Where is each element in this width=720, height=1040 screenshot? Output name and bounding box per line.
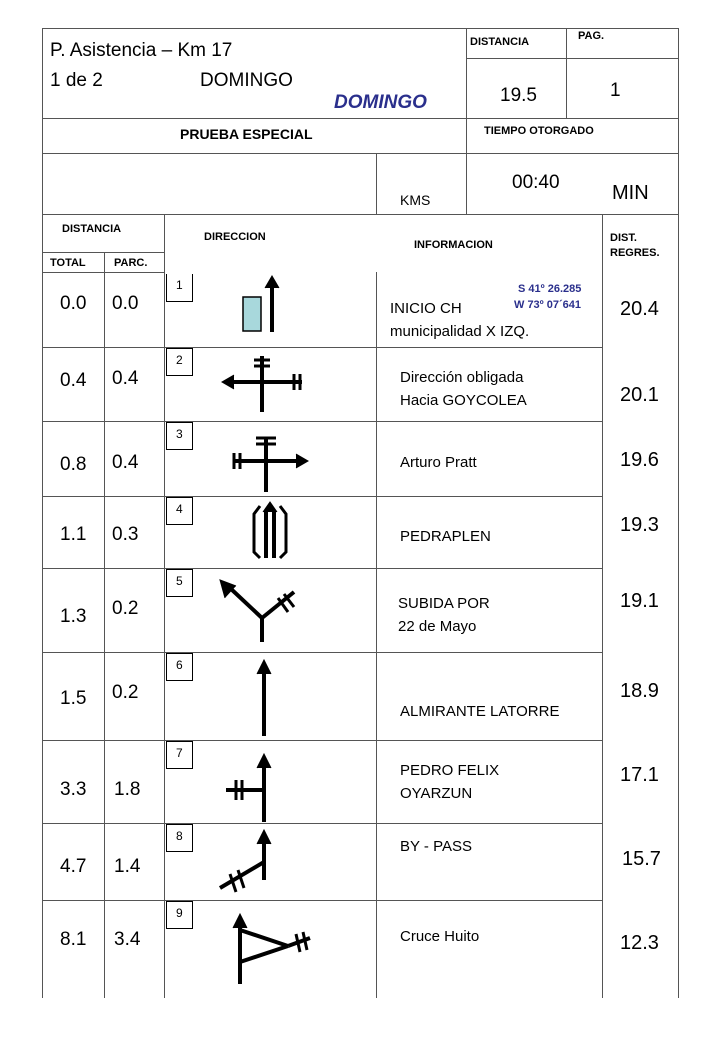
info-line1: Dirección obligada <box>400 369 524 386</box>
header-mid-line <box>42 118 678 119</box>
frame-left <box>42 28 43 998</box>
page-label: PAG. <box>578 30 605 42</box>
distance-value: 19.5 <box>500 85 537 106</box>
distancia-sub-line <box>42 252 164 253</box>
info-line1: ALMIRANTE LATORRE <box>400 703 560 720</box>
direction-divider <box>376 272 377 998</box>
regres-distance: 19.6 <box>620 449 659 471</box>
page-value: 1 <box>610 80 621 101</box>
title-line2-left: 1 de 2 <box>50 70 103 91</box>
total-distance: 3.3 <box>60 779 87 800</box>
partial-distance: 3.4 <box>114 929 141 950</box>
info-line1: INICIO CH <box>390 300 462 317</box>
row-separator <box>42 496 602 497</box>
total-distance: 1.3 <box>60 606 87 627</box>
info-line1: PEDRAPLEN <box>400 528 491 545</box>
coordinate-lon: W 73º 07´641 <box>514 299 581 311</box>
straight-icon <box>246 656 286 738</box>
total-distance: 8.1 <box>60 929 87 950</box>
columns-line <box>42 272 164 273</box>
partial-distance: 0.2 <box>112 598 139 619</box>
parc-divider <box>164 214 165 998</box>
row-number-box: 2 <box>166 348 193 376</box>
col-informacion: INFORMACION <box>414 239 493 251</box>
frame-right <box>678 28 679 998</box>
partial-distance: 1.4 <box>114 856 141 877</box>
info-line2: OYARZUN <box>400 785 473 802</box>
info-line1: Cruce Huito <box>400 928 480 945</box>
day-stamp: DOMINGO <box>334 92 427 113</box>
start-straight-icon <box>230 270 310 340</box>
regres-distance: 19.3 <box>620 514 659 536</box>
info-line2: 22 de Mayo <box>398 618 477 635</box>
info-line1: Arturo Pratt <box>400 454 477 471</box>
info-line1: PEDRO FELIX <box>400 762 500 779</box>
col-dist-regres-1: DIST. <box>610 232 637 244</box>
col-dist-regres-2: REGRES. <box>610 247 660 259</box>
bypass-icon <box>212 826 282 898</box>
row-number-box: 4 <box>166 497 193 525</box>
regres-distance: 12.3 <box>620 932 659 954</box>
regres-distance: 19.1 <box>620 590 659 612</box>
row-separator <box>42 421 602 422</box>
time-label: TIEMPO OTORGADO <box>484 125 594 137</box>
row-separator <box>42 347 602 348</box>
col-total: TOTAL <box>50 257 86 269</box>
total-distance: 0.8 <box>60 454 87 475</box>
kms-label: KMS <box>400 192 431 208</box>
title-line2-right: DOMINGO <box>200 70 293 91</box>
partial-distance: 0.4 <box>112 452 139 473</box>
total-distance: 4.7 <box>60 856 87 877</box>
info-line2: Hacia GOYCOLEA <box>400 392 527 409</box>
regres-distance: 15.7 <box>622 848 661 870</box>
col-distancia: DISTANCIA <box>62 223 122 235</box>
partial-distance: 1.8 <box>114 779 141 800</box>
regres-distance: 20.4 <box>620 298 659 320</box>
partial-distance: 0.4 <box>112 368 139 389</box>
special-line <box>42 153 678 154</box>
col-direccion: DIRECCION <box>204 231 266 243</box>
row-separator <box>42 568 602 569</box>
causeway-icon <box>246 498 296 564</box>
page-divider <box>566 28 567 118</box>
regres-distance: 20.1 <box>620 384 659 406</box>
total-distance: 1.1 <box>60 524 87 545</box>
fork-left-icon <box>214 574 314 646</box>
info-line1: SUBIDA POR <box>398 595 490 612</box>
total-distance: 0.0 <box>60 293 87 314</box>
left-turn-up-icon <box>222 746 282 824</box>
junction-icon <box>224 904 324 986</box>
row-number-box: 9 <box>166 901 193 929</box>
row-separator <box>42 652 602 653</box>
total-distance: 0.4 <box>60 370 87 391</box>
row-number-box: 3 <box>166 422 193 450</box>
row-number-box: 8 <box>166 824 193 852</box>
partial-distance: 0.2 <box>112 682 139 703</box>
row-number-box: 1 <box>166 274 193 302</box>
header-bottom-line <box>42 214 678 215</box>
kms-divider <box>376 153 377 214</box>
partial-distance: 0.3 <box>112 524 139 545</box>
special-test-label: PRUEBA ESPECIAL <box>180 126 313 142</box>
regres-distance: 18.9 <box>620 680 659 702</box>
row-number-box: 5 <box>166 569 193 597</box>
title-line1: P. Asistencia – Km 17 <box>50 40 233 61</box>
distance-label-line <box>466 58 678 59</box>
turn-left-icon <box>218 350 318 420</box>
coordinate-lat: S 41º 26.285 <box>518 283 582 295</box>
info-line1: BY - PASS <box>400 838 472 855</box>
turn-right-icon <box>226 428 326 496</box>
row-separator <box>42 740 602 741</box>
distance-label: DISTANCIA <box>470 36 530 48</box>
header-divider <box>466 28 467 214</box>
regres-divider <box>602 214 603 998</box>
row-number-box: 7 <box>166 741 193 769</box>
total-divider <box>104 252 105 998</box>
row-separator <box>42 823 602 824</box>
info-line2: municipalidad X IZQ. <box>390 323 530 340</box>
time-value: 00:40 <box>512 172 560 193</box>
row-number-box: 6 <box>166 653 193 681</box>
col-parc: PARC. <box>114 257 148 269</box>
partial-distance: 0.0 <box>112 293 139 314</box>
regres-distance: 17.1 <box>620 764 659 786</box>
frame-top <box>42 28 678 29</box>
row-separator <box>42 900 602 901</box>
total-distance: 1.5 <box>60 688 87 709</box>
time-unit: MIN <box>612 182 649 204</box>
